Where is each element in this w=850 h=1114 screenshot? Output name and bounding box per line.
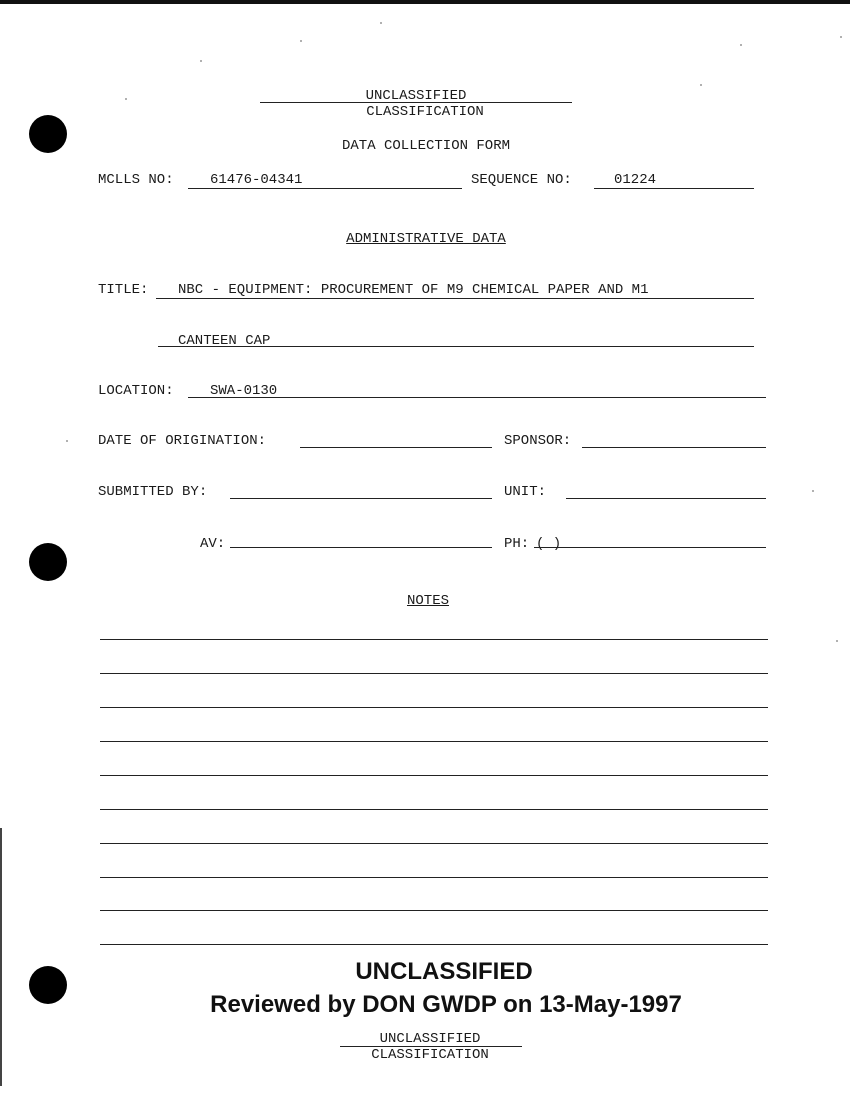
review-stamp-classification: UNCLASSIFIED	[355, 958, 533, 985]
review-stamp-text: Reviewed by DON GWDP on 13-May-1997	[210, 991, 682, 1018]
admin-heading: ADMINISTRATIVE DATA	[346, 231, 506, 247]
notes-heading: NOTES	[406, 593, 449, 609]
sequence-label: SEQUENCE NO:	[471, 172, 572, 188]
sequence-rule	[594, 188, 754, 189]
title-rule-1	[156, 298, 754, 299]
title-value-line1: NBC - EQUIPMENT: PROCUREMENT OF M9 CHEMICAL PAPER AND M1	[178, 282, 649, 298]
scan-speck	[380, 22, 382, 24]
scan-speck	[740, 44, 742, 46]
av-label: AV:	[200, 536, 226, 552]
punch-hole-middle	[29, 543, 67, 581]
location-label: LOCATION:	[98, 383, 174, 399]
scan-speck	[200, 60, 202, 62]
scan-edge-mark	[0, 828, 2, 1086]
ph-rule	[534, 547, 766, 548]
scan-speck	[812, 490, 814, 492]
ph-label: PH:	[504, 536, 530, 552]
mclls-rule	[188, 188, 462, 189]
classification-bottom: UNCLASSIFIED	[379, 1031, 481, 1047]
location-rule	[188, 397, 766, 398]
notes-line	[100, 673, 768, 674]
notes-line	[100, 877, 768, 878]
notes-line	[100, 910, 768, 911]
sponsor-rule	[582, 447, 766, 448]
submitted-by-rule	[230, 498, 492, 499]
scan-speck	[300, 40, 302, 42]
notes-line	[100, 843, 768, 844]
form-title: DATA COLLECTION FORM	[341, 138, 511, 154]
submitted-by-label: SUBMITTED BY:	[98, 484, 208, 500]
title-rule-2	[158, 346, 754, 347]
scan-speck	[840, 36, 842, 38]
title-value-line2: CANTEEN CAP	[178, 333, 271, 349]
date-origination-rule	[300, 447, 492, 448]
scan-speck	[700, 84, 702, 86]
av-rule	[230, 547, 492, 548]
mclls-value: 61476-04341	[210, 172, 303, 188]
sequence-value: 01224	[614, 172, 657, 188]
unit-rule	[566, 498, 766, 499]
notes-line	[100, 775, 768, 776]
classification-bottom-label: CLASSIFICATION	[371, 1047, 489, 1063]
sponsor-label: SPONSOR:	[504, 433, 572, 449]
notes-line	[100, 639, 768, 640]
unit-label: UNIT:	[504, 484, 547, 500]
classification-top-label: CLASSIFICATION	[366, 104, 484, 120]
notes-line	[100, 944, 768, 945]
location-value: SWA-0130	[210, 383, 278, 399]
classification-top-rule	[260, 102, 572, 103]
scan-speck	[66, 440, 68, 442]
date-origination-label: DATE OF ORIGINATION:	[98, 433, 267, 449]
scan-speck	[125, 98, 127, 100]
title-label: TITLE:	[98, 282, 149, 298]
notes-line	[100, 741, 768, 742]
notes-line	[100, 707, 768, 708]
mclls-label: MCLLS NO:	[98, 172, 174, 188]
classification-top: UNCLASSIFIED	[365, 88, 467, 104]
page-top-border	[0, 0, 850, 4]
scan-speck	[836, 640, 838, 642]
ph-value: ( )	[536, 536, 562, 552]
notes-line	[100, 809, 768, 810]
